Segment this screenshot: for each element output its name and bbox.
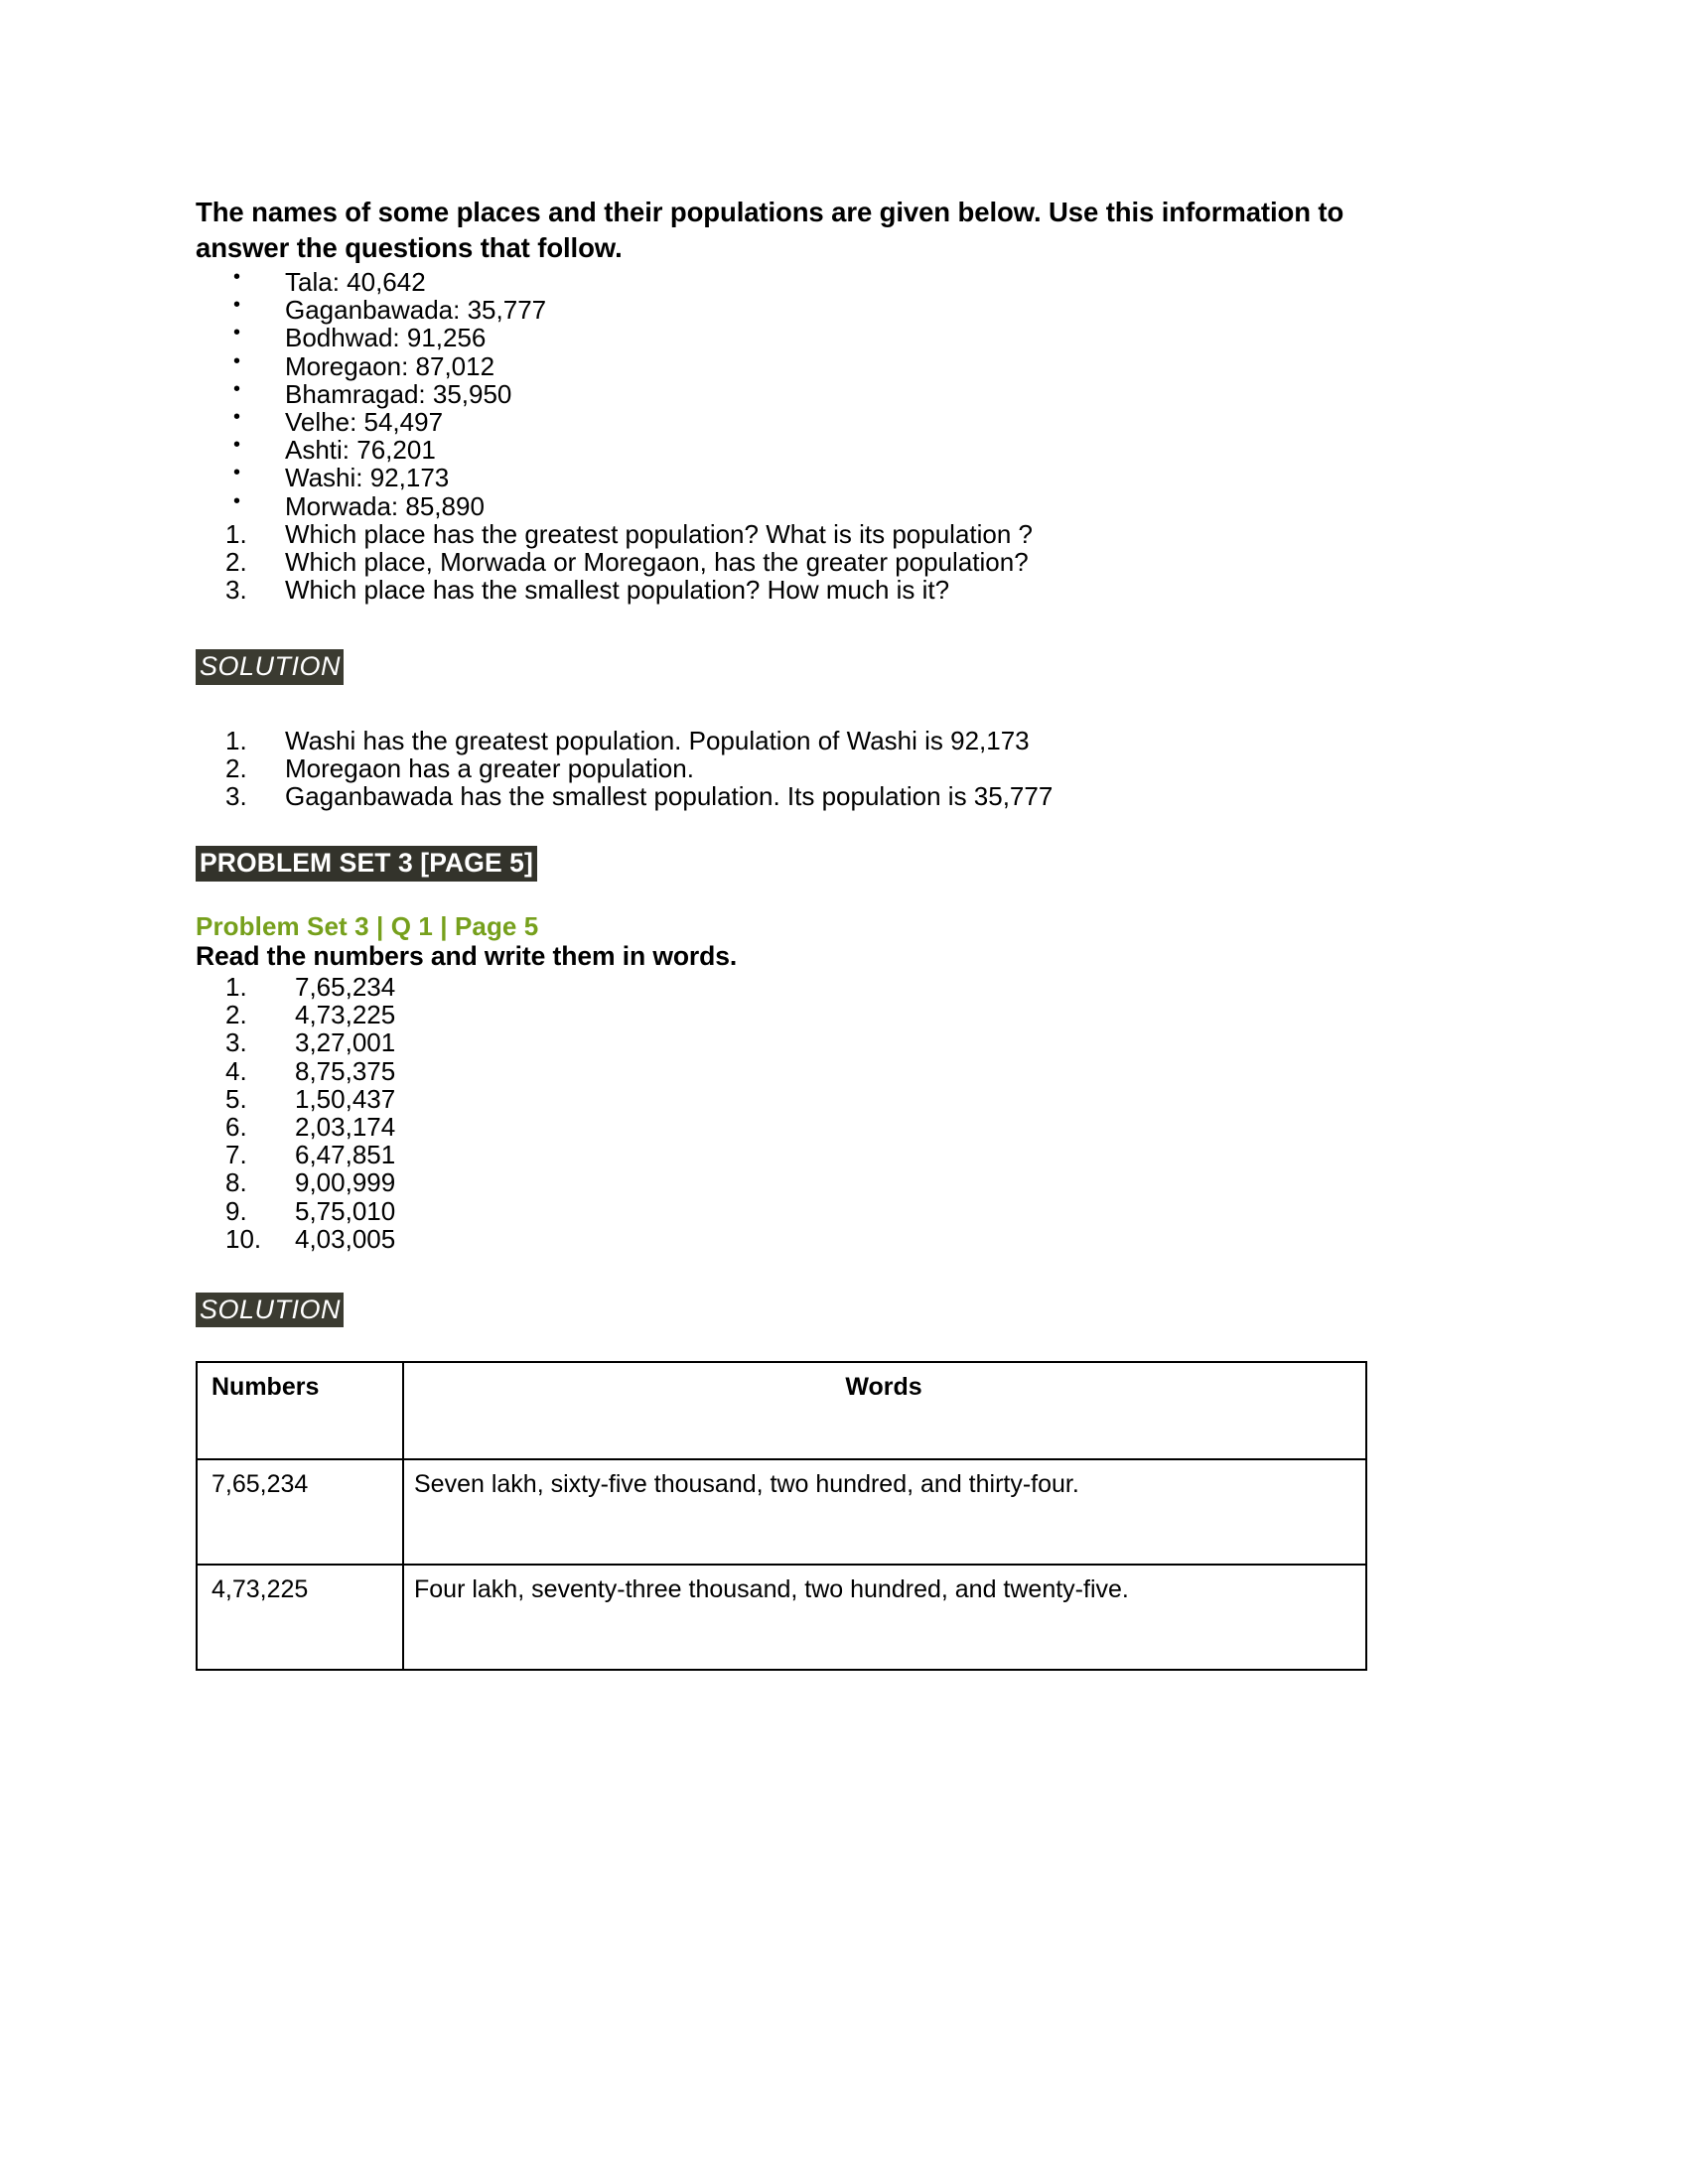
spacer (196, 1327, 1377, 1361)
list-item: • Morwada: 85,890 (196, 492, 1377, 520)
table-row (197, 1565, 1366, 1670)
solution-badge-container-2 (196, 1293, 1377, 1327)
table-header-numbers: Numbers (197, 1362, 403, 1459)
spacer (196, 1253, 1377, 1293)
list-item: • Bodhwad: 91,256 (196, 324, 1377, 351)
list-item: • Tala: 40,642 (196, 268, 1377, 296)
intro-heading: The names of some places and their populations are given below. Use this information to answer the questions that follow. (196, 197, 1344, 264)
section-banner-container (196, 846, 1377, 882)
table-cell-number: 4,73,225 (197, 1565, 403, 1670)
instruction-text: Read the numbers and write them in words. (196, 941, 738, 972)
section-banner: PROBLEM SET 3 [PAGE 5] (196, 846, 537, 882)
question-list (196, 520, 1377, 605)
list-item: 3,27,001 (295, 1027, 396, 1058)
list-item: 9,00,999 (295, 1167, 396, 1198)
table-header-row (197, 1362, 1366, 1459)
list-item: 8,75,375 (295, 1055, 396, 1086)
list-item: Which place has the greatest population? What is its population ? (285, 518, 1034, 549)
answer-list (196, 727, 1377, 811)
list-item: Gaganbawada has the smallest population. Its population is 35,777 (285, 781, 1054, 812)
solution-badge: SOLUTION (196, 649, 344, 684)
list-item: 4,03,005 (295, 1223, 396, 1254)
list-item: 7,65,234 (295, 972, 396, 1002)
spacer (196, 685, 1377, 727)
list-item: • Velhe: 54,497 (196, 408, 1377, 436)
table-row (197, 1459, 1366, 1565)
document-body (196, 195, 1377, 1671)
spacer (196, 882, 1377, 911)
list-item: Which place, Morwada or Moregaon, has the greater population? (285, 547, 1029, 578)
list-item: 2,03,174 (295, 1112, 396, 1143)
solution-badge: SOLUTION (196, 1293, 344, 1327)
solution-badge-container-1 (196, 649, 1377, 684)
list-item: • Bhamragad: 35,950 (196, 380, 1377, 408)
problem-set-subtitle: Problem Set 3 | Q 1 | Page 5 (196, 911, 539, 942)
list-item: 5,75,010 (295, 1195, 396, 1226)
list-item: • Gaganbawada: 35,777 (196, 296, 1377, 324)
table-cell-words: Seven lakh, sixty-five thousand, two hundred, and thirty-four. (403, 1459, 1366, 1565)
numbers-list (196, 973, 1377, 1253)
list-item: 4,73,225 (295, 1000, 396, 1030)
list-item: Moregaon has a greater population. (285, 752, 694, 783)
list-item: • Washi: 92,173 (196, 464, 1377, 491)
place-population-list (196, 268, 1377, 520)
list-item: 6,47,851 (295, 1140, 396, 1170)
table-cell-words: Four lakh, seventy-three thousand, two hundred, and twenty-five. (403, 1565, 1366, 1670)
list-item: Washi has the greatest population. Population of Washi is 92,173 (285, 725, 1030, 755)
spacer (196, 810, 1377, 846)
spacer (196, 604, 1377, 649)
list-item: Which place has the smallest population? How much is it? (285, 575, 950, 606)
list-item: 1,50,437 (295, 1083, 396, 1114)
numbers-words-table (196, 1361, 1367, 1671)
list-item: • Moregaon: 87,012 (196, 352, 1377, 380)
list-item: • Ashti: 76,201 (196, 436, 1377, 464)
table-header-words: Words (403, 1362, 1366, 1459)
table-cell-number: 7,65,234 (197, 1459, 403, 1565)
